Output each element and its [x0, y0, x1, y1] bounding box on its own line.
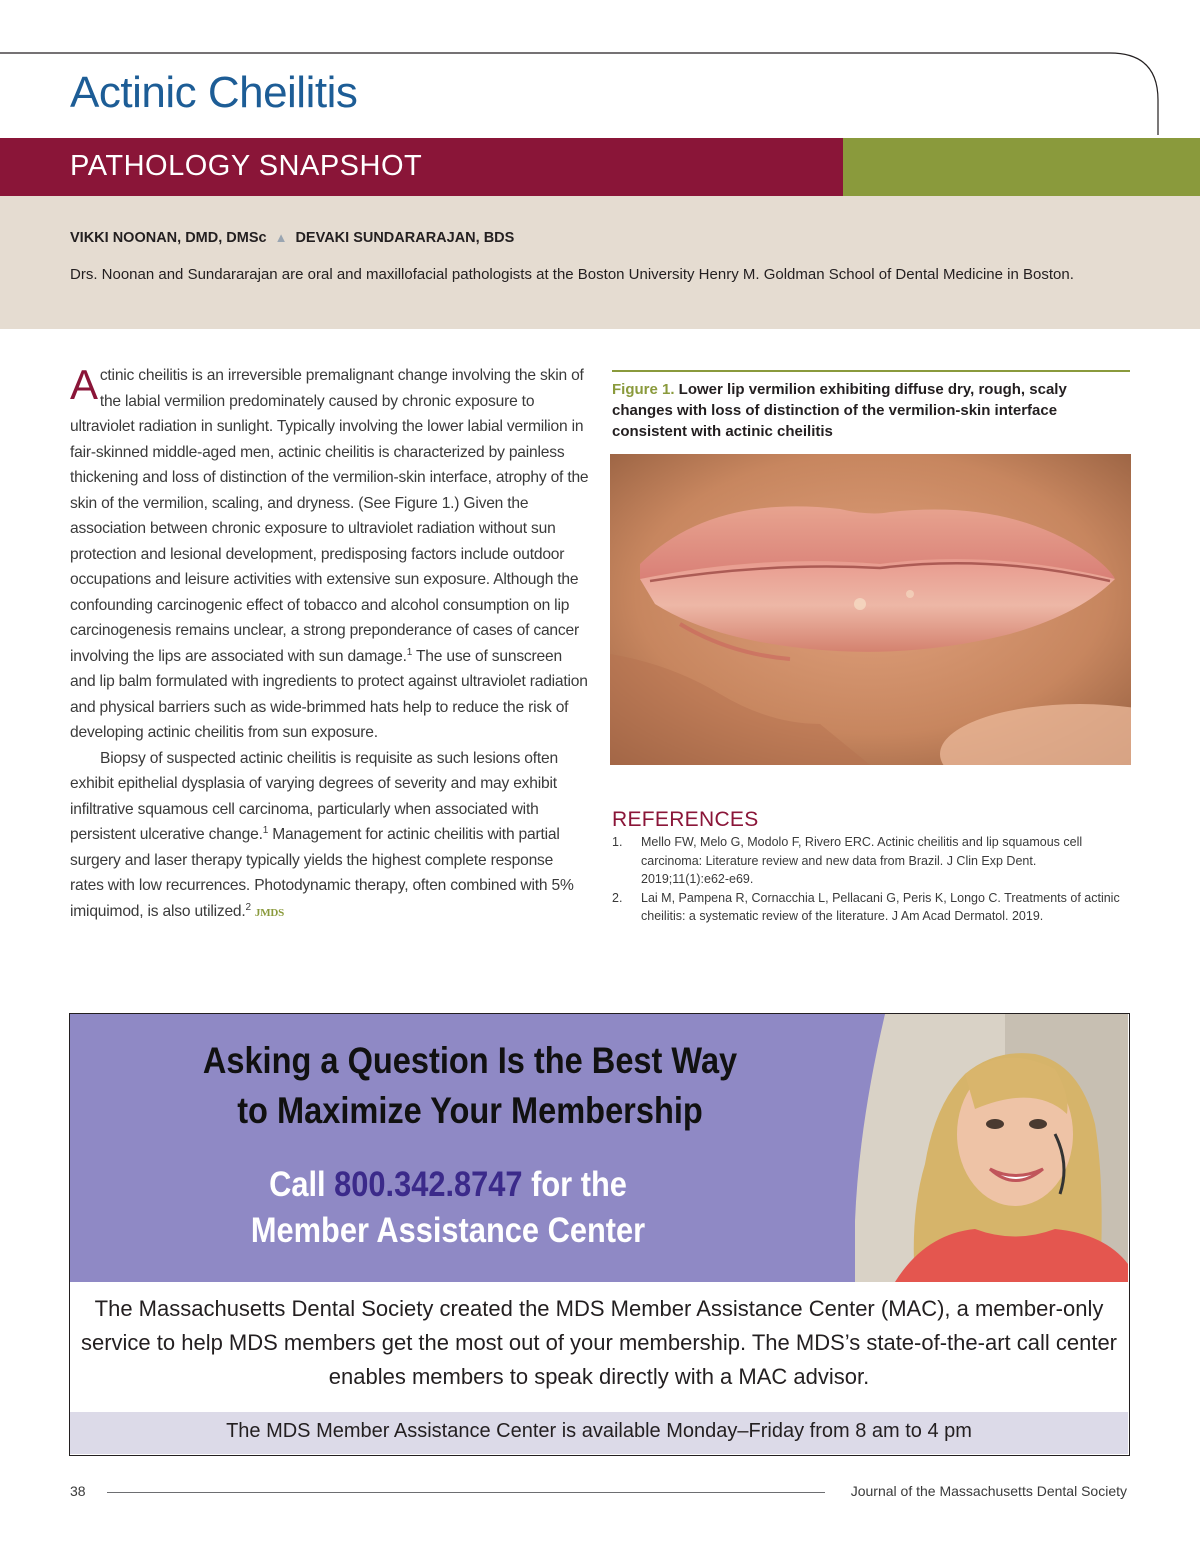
ad-banner — [70, 1014, 1128, 1282]
reference-item — [612, 833, 1122, 889]
ad-hours: The MDS Member Assistance Center is available Monday–Friday from 8 am to 4 pm — [70, 1412, 1128, 1454]
paragraph-text: Management for actinic cheilitis with partial surgery and laser therapy typically yields the highest complete response rates with low recurrences. Photodynamic therapy, often combined with 5% imiquimod, is also utilized. — [70, 826, 574, 920]
author-name: VIKKI NOONAN, DMD, DMSc — [70, 230, 267, 246]
ad-description: The Massachusetts Dental Society created the MDS Member Assistance Center (MAC), a member-only service to help MDS members get the most out of your membership. The MDS’s state-of-the-art call center enables members to speak directly with a MAC advisor. — [80, 1296, 1118, 1389]
reference-number: 2. — [612, 890, 623, 905]
references-title: REFERENCES — [612, 808, 759, 831]
paragraph-text: The use of sunscreen and lip balm formulated with ingredients to protect against ultraviolet radiation and physical barriers such as wide-brimmed hats help to reduce the risk of developing actinic cheilitis from sun exposure. — [70, 647, 588, 741]
figure-caption-text: Lower lip vermilion exhibiting diffuse dry, rough, scaly changes with loss of distinction of the vermilion-skin interface consistent with actinic cheilitis — [612, 381, 1067, 440]
ad-phone-number: 800.342.8747 — [334, 1165, 523, 1204]
figure-caption — [612, 379, 1112, 442]
triangle-icon: ▲ — [274, 230, 288, 245]
ad-headline-line: to Maximize Your Membership — [237, 1090, 703, 1131]
figure-label: Figure 1. — [612, 381, 675, 398]
advertisement — [69, 1013, 1130, 1456]
section-band-accent — [843, 138, 1200, 196]
author-line — [70, 230, 514, 246]
ad-headline — [118, 1036, 822, 1136]
paragraph-text: Biopsy of suspected actinic cheilitis is requisite as such lesions often exhibit epithelial dysplasia of varying degrees of severity and may exhibit infiltrative squamous cell carcinoma, particularly when associated with persistent ulcerative change. — [70, 749, 558, 843]
drop-cap: A — [70, 361, 98, 408]
article-body — [70, 363, 590, 926]
end-mark: JMDS — [254, 906, 285, 919]
citation-ref: 2 — [245, 901, 251, 913]
page-title: Actinic Cheilitis — [70, 68, 358, 117]
section-title: PATHOLOGY SNAPSHOT — [70, 150, 423, 182]
ad-call-suffix: for the — [522, 1165, 627, 1204]
citation-ref: 1 — [406, 646, 413, 658]
journal-name: Journal of the Massachusetts Dental Society — [850, 1483, 1127, 1499]
footer-rule — [107, 1492, 825, 1493]
reference-text: Mello FW, Melo G, Modolo F, Rivero ERC. Actinic cheilitis and lip squamous cell carcinoma: Literature review and new data from Brazil. J Clin Exp Dent. 2019;11(1):e62-e69. — [641, 835, 1083, 886]
ad-call-prefix: Call — [269, 1165, 335, 1204]
reference-item — [612, 889, 1122, 926]
author-affiliation: Drs. Noonan and Sundararajan are oral and maxillofacial pathologists at the Boston University Henry M. Goldman School of Dental Medicine in Boston. — [70, 266, 1074, 283]
citation-ref: 1 — [262, 824, 269, 836]
paragraph-text: ctinic cheilitis is an irreversible premalignant change involving the skin of the labial vermilion predominately caused by chronic exposure to ultraviolet radiation in sunlight. Typically involving the lower labial vermilion in fair-skinned middle-aged men, actinic cheilitis is characterized by painless thickening and loss of distinction of the vermilion-skin interface, atrophy of the skin of the vermilion, scaling, and dryness. (See Figure 1.) Given the association between chronic exposure to ultraviolet radiation without sun protection and lesional development, predisposing factors include outdoor occupations and leisure activities with extensive sun exposure. Although the confounding carcinogenic effect of tobacco and alcohol consumption on lip carcinogenesis remains unclear, a strong preponderance of cases of cancer involving the lips are associated with sun damage. — [70, 367, 589, 665]
ad-headline-line: Asking a Question Is the Best Way — [202, 1040, 738, 1081]
advisor-photo — [855, 1014, 1128, 1282]
page-number: 38 — [70, 1483, 86, 1499]
lip-photo — [610, 454, 1131, 765]
reference-number: 1. — [612, 835, 623, 849]
author-name: DEVAKI SUNDARARAJAN, BDS — [295, 230, 515, 246]
ad-call-line — [115, 1162, 780, 1208]
ad-call-line: Member Assistance Center — [250, 1211, 646, 1250]
reference-text: Lai M, Pampena R, Cornacchia L, Pellacani G, Peris K, Longo C. Treatments of actinic cheilitis: a systematic review of the literature. J Am Acad Dermatol. 2019. — [641, 890, 1120, 923]
article-paragraph — [70, 363, 590, 746]
figure-rule — [612, 370, 1130, 372]
article-paragraph — [70, 746, 590, 927]
ad-call-to-action — [115, 1162, 780, 1254]
references-list — [612, 833, 1122, 926]
